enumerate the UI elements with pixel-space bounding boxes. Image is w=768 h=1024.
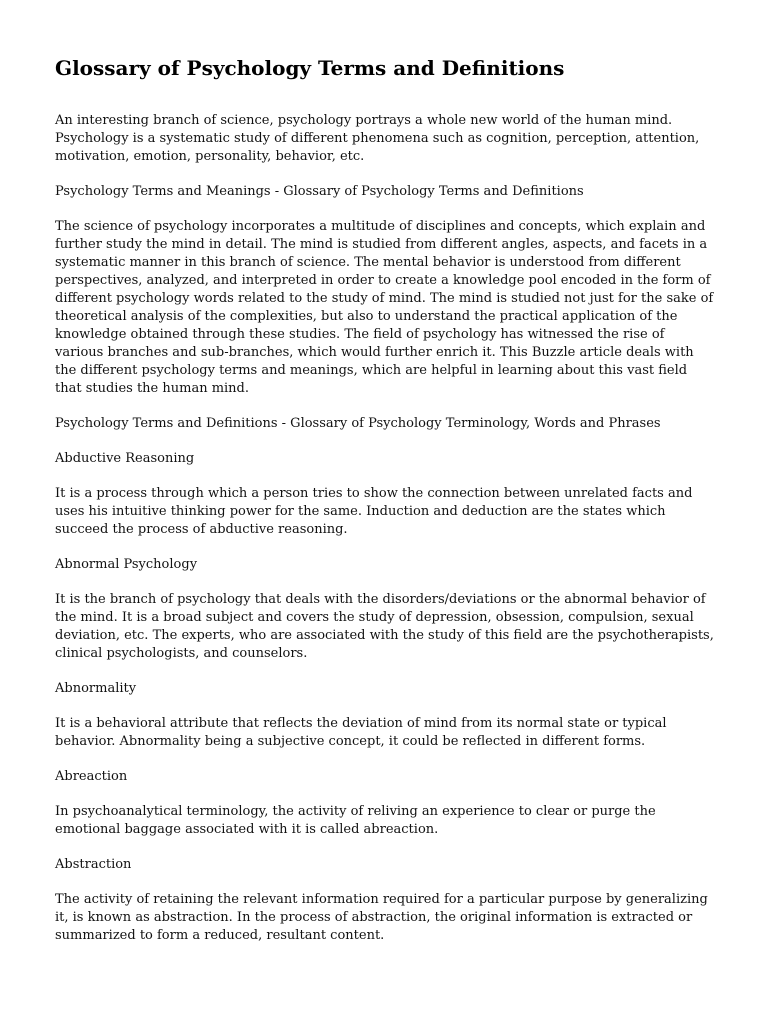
term-abnormal-psychology: Abnormal Psychology bbox=[55, 557, 198, 572]
section-heading-terms-and-definitions: Psychology Terms and Definitions - Glossary of Psychology Terminology, Words and Phrases bbox=[55, 416, 661, 431]
overview-paragraph: The science of psychology incorporates a multitude of disciplines and concepts, which explain and further study the mind in detail. The mind is studied from different angles, aspects, and facets in a systematic manner in this branch of science. The mental behavior is understood from different perspectives, analyzed, and interpreted in order to create a knowledge pool encoded in the form of different psychology words related to the study of mind. The mind is studied not just for the sake of theoretical analysis of the complexities, but also to understand the practical application of the knowledge obtained through these studies. The field of psychology has witnessed the rise of various branches and sub-branches, which would further enrich it. This Buzzle article deals with the different psychology terms and meanings, which are helpful in learning about this vast field that studies the human mind. bbox=[55, 219, 714, 396]
term-abreaction: Abreaction bbox=[55, 769, 128, 784]
intro-paragraph: An interesting branch of science, psychology portrays a whole new world of the human mind. Psychology is a systematic study of different phenomena such as cognition, perception, attention, motivation, emotion, personality, behavior, etc. bbox=[55, 113, 700, 164]
definition-abnormal-psychology: It is the branch of psychology that deals with the disorders/deviations or the abnormal behavior of the mind. It is a broad subject and covers the study of depression, obsession, compulsion, sexual deviation, etc. The experts, who are associated with the study of this field are the psychotherapists, clinical psychologists, and counselors. bbox=[55, 592, 714, 661]
term-abductive-reasoning: Abductive Reasoning bbox=[55, 451, 195, 466]
term-abstraction: Abstraction bbox=[55, 857, 132, 872]
term-abnormality: Abnormality bbox=[55, 681, 137, 696]
definition-abnormality: It is a behavioral attribute that reflects the deviation of mind from its normal state or typical behavior. Abnormality being a subjective concept, it could be reflected in different forms. bbox=[55, 716, 667, 749]
document-title: Glossary of Psychology Terms and Definitions bbox=[55, 56, 565, 80]
section-heading-terms-and-meanings: Psychology Terms and Meanings - Glossary of Psychology Terms and Definitions bbox=[55, 184, 584, 199]
document-page bbox=[55, 54, 715, 962]
definition-abstraction: The activity of retaining the relevant information required for a particular purpose by generalizing it, is known as abstraction. In the process of abstraction, the original information is extracted or summarized to form a reduced, resultant content. bbox=[55, 892, 708, 943]
definition-abreaction: In psychoanalytical terminology, the activity of reliving an experience to clear or purge the emotional baggage associated with it is called abreaction. bbox=[55, 804, 656, 837]
definition-abductive-reasoning: It is a process through which a person tries to show the connection between unrelated facts and uses his intuitive thinking power for the same. Induction and deduction are the states which succeed the process of abductive reasoning. bbox=[55, 486, 693, 537]
